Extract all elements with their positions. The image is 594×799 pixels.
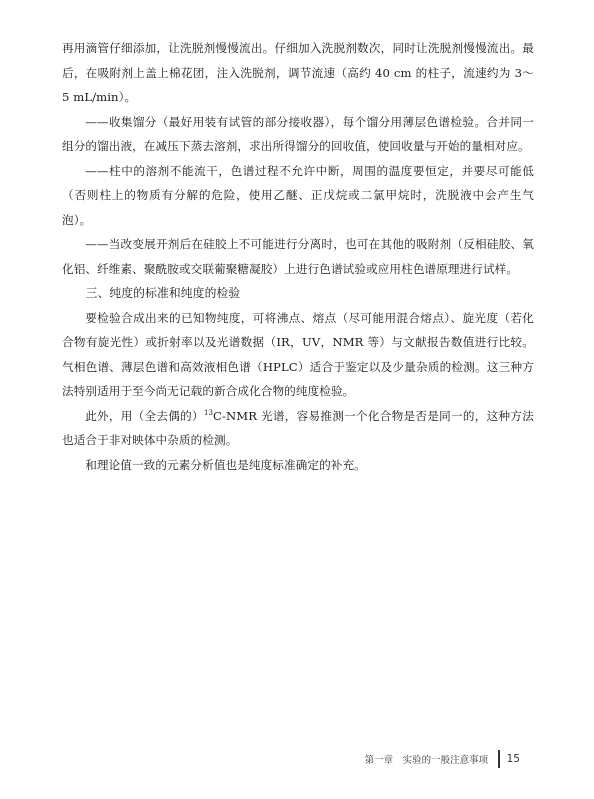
paragraph-elemental-analysis: 和理论值一致的元素分析值也是纯度标准确定的补充。 <box>85 457 366 472</box>
paragraph-nmr <box>62 404 534 453</box>
section-heading-purity: 三、纯度的标准和纯度的检验 <box>85 286 241 300</box>
paragraph-other-adsorbents: ——当改变展开剂后在硅胶上不可能进行分离时，也可在其他的吸附剂（反相硅胶、氧化铝、纤维素、聚酰胺或交联葡聚糖凝胶）上进行色谱试验或应用柱色谱原理进行试样。 <box>62 237 534 276</box>
paragraph-solvent-not-dry: ——柱中的溶剂不能流干，色谱过程不允许中断，周围的温度要恒定，并要尽可能低（否则柱上的物质有分解的危险，使用乙醚、正戊烷或二氯甲烷时，洗脱液中会产生气泡）。 <box>62 163 534 227</box>
paragraph-collect-fractions: ——收集馏分（最好用装有试管的部分接收器），每个馏分用薄层色谱检验。合并同一组分的馏出液，在减压下蒸去溶剂，求出所得馏分的回收值，使回收量与开始的量相对应。 <box>62 114 534 153</box>
footer-chapter-title: 第一章 实验的一般注意事项 <box>364 755 489 766</box>
page-number: 15 <box>506 753 520 765</box>
nmr-text-after: C-NMR 光谱，容易推测一个化合物是否是同一的，这种方法也适合于非对映体中杂质的检测。 <box>62 408 534 447</box>
footer-divider <box>498 750 500 768</box>
paragraph-elution: 再用滴管仔细添加，让洗脱剂慢慢流出。仔细加入洗脱剂数次，同时让洗脱剂慢慢流出。最后，在吸附剂上盖上棉花团，注入洗脱剂，调节流速（高约 40 cm 的柱子，流速约为 3～5 mL/min）。 <box>62 41 534 104</box>
page-footer <box>365 749 520 769</box>
nmr-text-before: 此外，用（全去偶的） <box>85 408 204 423</box>
page-body <box>62 36 534 477</box>
nmr-superscript: 13 <box>203 408 214 417</box>
paragraph-purity-check: 要检验合成出来的已知物纯度，可将沸点、熔点（尽可能用混合熔点）、旋光度（若化合物有旋光性）或折射率以及光谱数据（IR，UV，NMR 等）与文献报告数值进行比较。气相色谱、薄层色谱和高效液相色谱（HPLC）适合于鉴定以及少量杂质的检测。这三种方法特别适用于至今尚无记载的新合成化合物的纯度检验。 <box>62 310 534 398</box>
